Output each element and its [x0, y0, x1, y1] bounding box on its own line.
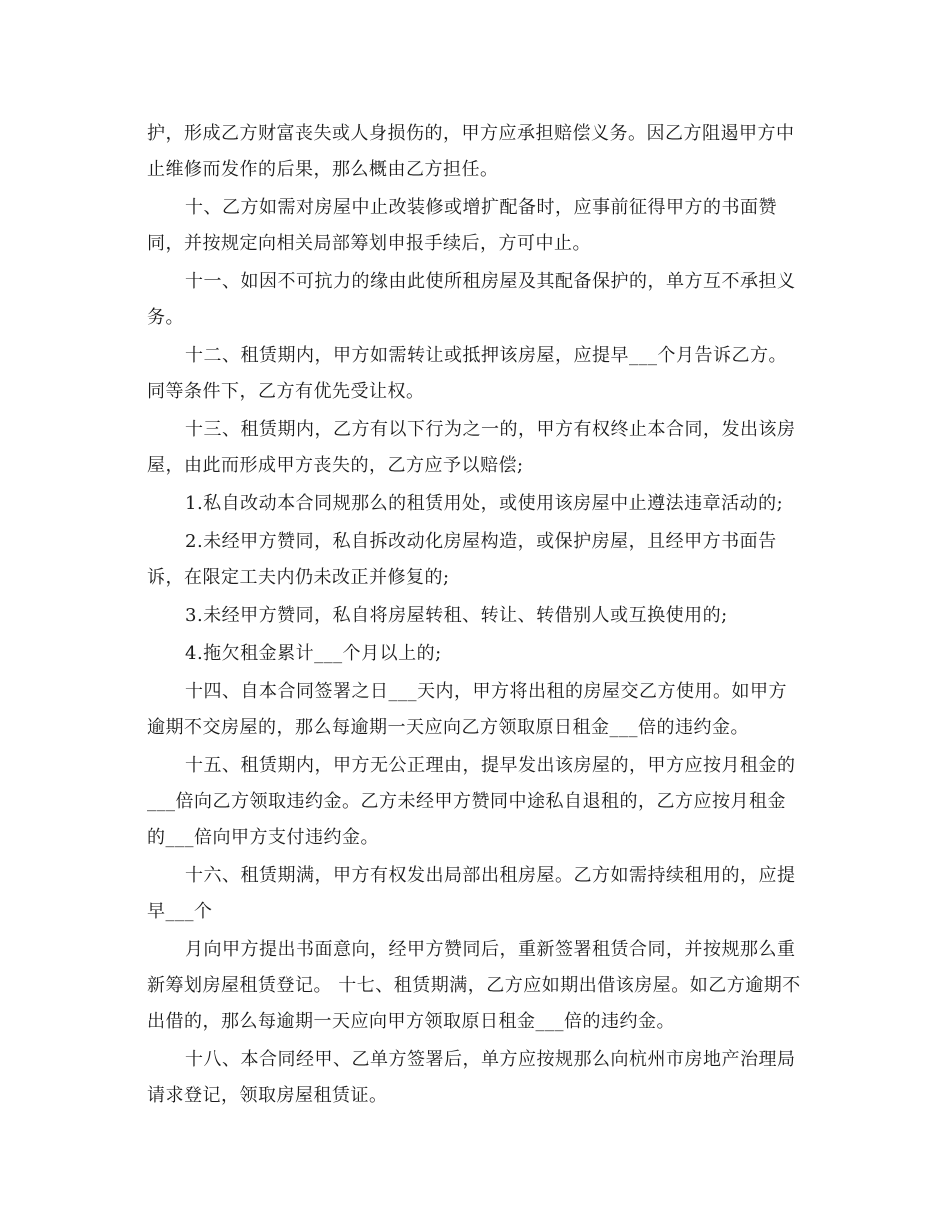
paragraph-p12 [147, 338, 807, 410]
text-line: 的___倍向甲方支付违约金。 [147, 827, 379, 848]
text-line: 新筹划房屋租赁登记。 十七、租赁期满，乙方应如期出借该房屋。如乙方逾期不 [147, 975, 801, 996]
paragraph-p-cont [147, 116, 807, 188]
text-line: 诉，在限定工夫内仍未改正并修复的; [147, 567, 450, 588]
text-line: 十八、本合同经甲、乙单方签署后，单方应按规那么向杭州市房地产治理局 [185, 1049, 796, 1070]
paragraph-gap [147, 1114, 807, 1116]
text-line: 十二、租赁期内，甲方如需转让或抵押该房屋，应提早___个月告诉乙方。 [185, 345, 787, 366]
text-line: 十六、租赁期满，甲方有权发出局部出租房屋。乙方如需持续租用的，应提 [185, 865, 796, 886]
contract-body [147, 116, 807, 1116]
paragraph-p16 [147, 858, 807, 930]
text-line: 4.拖欠租金累计___个月以上的; [185, 643, 442, 664]
text-line: 月向甲方提出书面意向，经甲方赞同后，重新签署租赁合同，并按规那么重 [185, 939, 796, 960]
text-line: 早___个 [147, 901, 213, 922]
text-line: 十三、租赁期内，乙方有以下行为之一的，甲方有权终止本合同，发出该房 [185, 419, 796, 440]
paragraph-p13 [147, 412, 807, 484]
text-line: ___倍向乙方领取违约金。乙方未经甲方赞同中途私自退租的，乙方应按月租金 [147, 791, 786, 812]
text-line: 护，形成乙方财富丧失或人身损伤的，甲方应承担赔偿义务。因乙方阻遏甲方中 [147, 123, 795, 144]
paragraph-p13-2 [147, 524, 807, 596]
text-line: 请求登记，领取房屋租赁证。 [147, 1085, 388, 1106]
paragraph-p18 [147, 1042, 807, 1114]
text-line: 逾期不交房屋的，那么每逾期一天应向乙方领取原日租金___倍的违约金。 [147, 717, 749, 738]
paragraph-p13-3 [147, 598, 807, 634]
text-line: 务。 [147, 307, 184, 328]
text-line: 同，并按规定向相关局部筹划申报手续后，方可中止。 [147, 233, 591, 254]
paragraph-p11 [147, 264, 807, 336]
text-line: 十五、租赁期内，甲方无公正理由，提早发出该房屋的，甲方应按月租金的 [185, 755, 796, 776]
text-line: 屋，由此而形成甲方丧失的，乙方应予以赔偿; [147, 455, 524, 476]
text-line: 止维修而发作的后果，那么概由乙方担任。 [147, 159, 499, 180]
paragraph-p10 [147, 190, 807, 262]
text-line: 2.未经甲方赞同，私自拆改动化房屋构造，或保护房屋，且经甲方书面告 [185, 531, 777, 552]
text-line: 十一、如因不可抗力的缘由此使所租房屋及其配备保护的，单方互不承担义 [185, 271, 796, 292]
text-line: 3.未经甲方赞同，私自将房屋转租、转让、转借别人或互换使用的; [185, 605, 728, 626]
text-line: 同等条件下，乙方有优先受让权。 [147, 381, 425, 402]
paragraph-p16-cont [147, 932, 807, 1040]
paragraph-p15 [147, 748, 807, 856]
paragraph-p13-4 [147, 636, 807, 672]
text-line: 1.私自改动本合同规那么的租赁用处，或使用该房屋中止遵法违章活动的; [185, 493, 784, 514]
text-line: 出借的，那么每逾期一天应向甲方领取原日租金___倍的违约金。 [147, 1011, 675, 1032]
text-line: 十四、自本合同签署之日___天内，甲方将出租的房屋交乙方使用。如甲方 [185, 681, 787, 702]
paragraph-p14 [147, 674, 807, 746]
text-line: 十、乙方如需对房屋中止改装修或增扩配备时，应事前征得甲方的书面赞 [185, 197, 777, 218]
paragraph-p13-1 [147, 486, 807, 522]
